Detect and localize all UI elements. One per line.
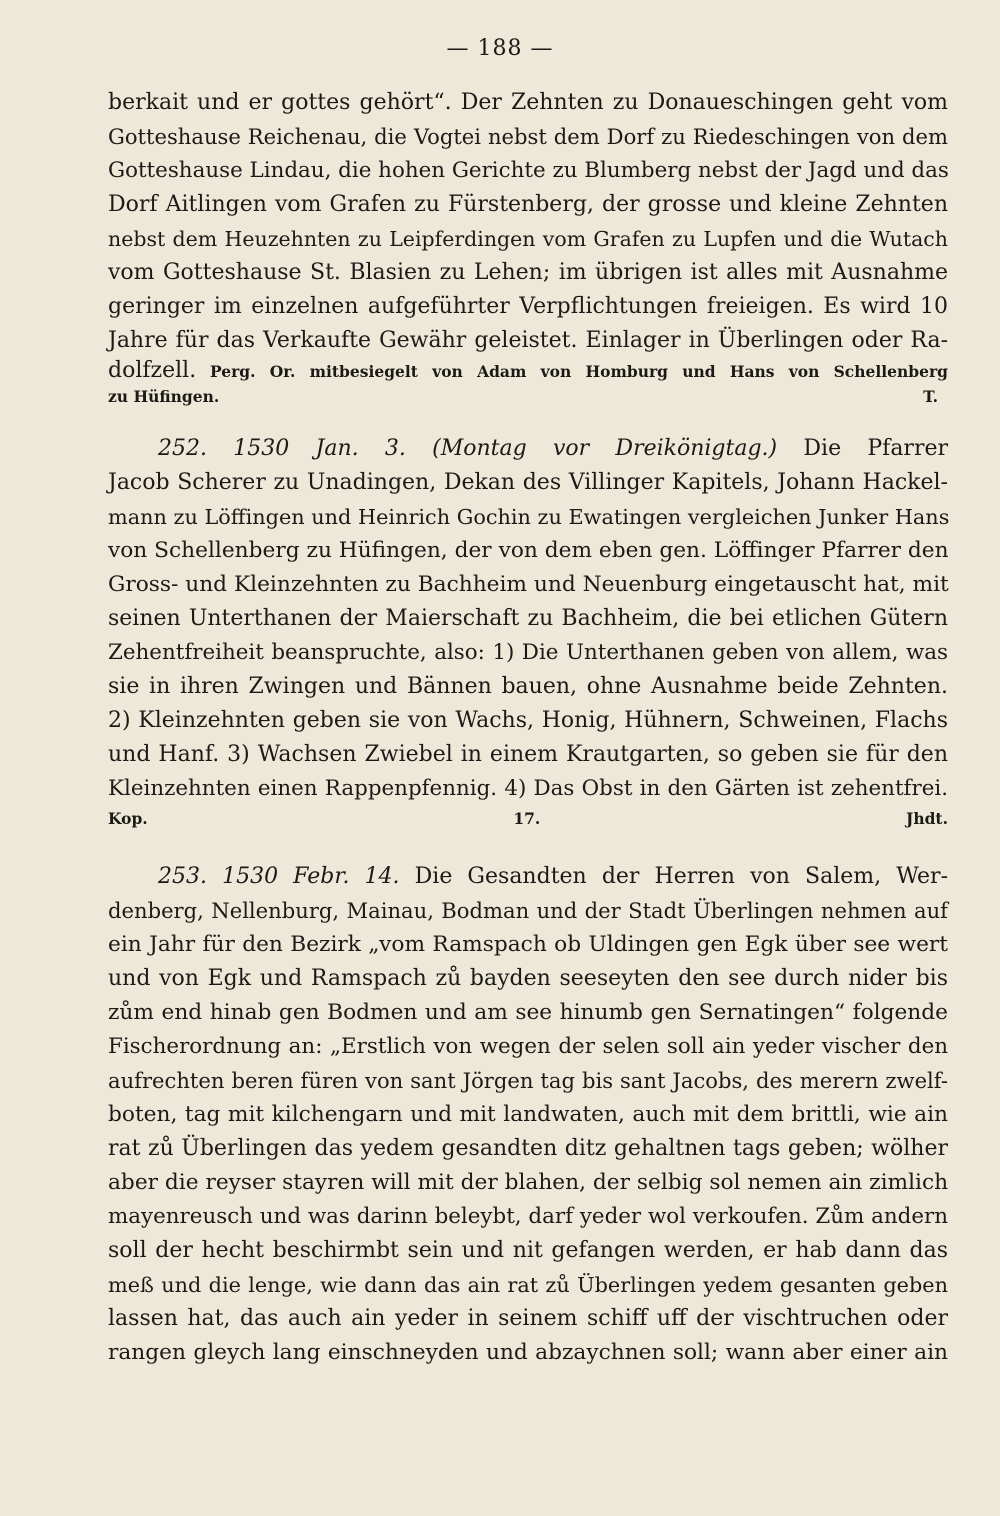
entry-heading: 253. 1530 Febr. 14. xyxy=(158,864,400,889)
page-number: — 188 — xyxy=(446,36,554,61)
text-line: geringer im einzelnen aufgeführter Verpflichtungen freieigen. Es wird 10 xyxy=(108,294,948,319)
text-line: aufrechten beren füren von sant Jörgen tag bis sant Jacobs, des merern zwelf- xyxy=(108,1068,948,1093)
source-line xyxy=(108,358,948,384)
text-line: Kleinzehnten einen Rappenpfennig. 4) Das Obst in den Gärten ist zehentfrei. xyxy=(108,776,948,801)
text-line: mann zu Löffingen und Heinrich Gochin zu Ewatingen vergleichen Junker Hans xyxy=(108,505,950,529)
text-line: soll der hecht beschirmbt sein und nit gefangen werden, er hab dann das xyxy=(108,1238,948,1263)
source-note: Kop. 17. Jhdt. xyxy=(108,809,948,828)
text-line: ein Jahr für den Bezirk „vom Ramspach ob Uldingen gen Egk über see wert xyxy=(108,932,948,957)
entry-253 xyxy=(108,860,948,1370)
text-line: vom Gotteshause St. Blasien zu Lehen; im übrigen ist alles mit Ausnahme xyxy=(108,260,948,285)
text-fragment: Die Pfarrer xyxy=(803,436,948,461)
editor-initials: T. xyxy=(923,387,938,406)
text-line: denberg, Nellenburg, Mainau, Bodman und der Stadt Überlingen nehmen auf xyxy=(108,898,948,923)
text-line: und Hanf. 3) Wachsen Zwiebel in einem Krautgarten, so geben sie für den xyxy=(108,742,948,767)
text-line: Zehentfreiheit beanspruchte, also: 1) Die Unterthanen geben von allem, was xyxy=(108,640,948,665)
page-content xyxy=(108,86,948,1370)
text-line: Gross- und Kleinzehnten zu Bachheim und Neuenburg eingetauscht hat, mit xyxy=(108,572,949,597)
spacer xyxy=(108,832,948,860)
text-line: Gotteshause Reichenau, die Vogtei nebst dem Dorf zu Riedeschingen von dem xyxy=(108,124,948,149)
source-note: zu Hüfingen. xyxy=(108,387,220,406)
entry-first-line xyxy=(108,432,948,466)
text-line: lassen hat, das auch ain yeder in seinem schiff uff der vischtruchen oder xyxy=(108,1306,948,1331)
text-line: Dorf Aitlingen vom Grafen zu Fürstenberg, der grosse und kleine Zehnten xyxy=(108,192,948,217)
text-line: Jacob Scherer zu Unadingen, Dekan des Villinger Kapitels, Johann Hackel- xyxy=(108,470,948,495)
entry-252 xyxy=(108,432,948,832)
entry-251-tail xyxy=(108,86,948,410)
text-fragment: dolfzell. xyxy=(108,358,197,383)
text-line: meß und die lenge, wie dann das ain rat zů Überlingen yedem gesanten geben xyxy=(108,1273,948,1297)
text-line: aber die reyser stayren will mit der blahen, der selbig sol nemen ain zimlich xyxy=(108,1170,949,1195)
text-line: Jahre für das Verkaufte Gewähr geleistet. Einlager in Überlingen oder Ra- xyxy=(108,328,948,353)
text-line: 2) Kleinzehnten geben sie von Wachs, Honig, Hühnern, Schweinen, Flachs xyxy=(108,708,948,733)
text-line: rangen gleych lang einschneyden und abzaychnen soll; wann aber einer ain xyxy=(108,1340,948,1365)
text-line: mayenreusch und was darinn beleybt, darf yeder wol verkoufen. Zům andern xyxy=(108,1204,948,1229)
source-note: Perg. Or. mitbesiegelt von Adam von Homburg und Hans von Schellenberg xyxy=(209,362,948,381)
source-note-row xyxy=(108,384,948,410)
text-line: von Schellenberg zu Hüfingen, der von dem eben gen. Löffinger Pfarrer den xyxy=(108,538,949,563)
text-line: boten, tag mit kilchengarn und mit landwaten, auch mit dem brittli, wie ain xyxy=(108,1102,948,1127)
text-fragment: Die Gesandten der Herren von Salem, Wer- xyxy=(414,864,948,889)
text-line: Gotteshause Lindau, die hohen Gerichte zu Blumberg nebst der Jagd und das xyxy=(108,158,949,183)
text-line: sie in ihren Zwingen und Bännen bauen, ohne Ausnahme beide Zehnten. xyxy=(108,674,948,699)
text-line: seinen Unterthanen der Maierschaft zu Bachheim, die bei etlichen Gütern xyxy=(108,606,948,631)
text-line: rat zů Überlingen das yedem gesandten ditz gehaltnen tags geben; wölher xyxy=(108,1136,948,1161)
entry-heading: 252. 1530 Jan. 3. (Montag vor Dreikönigtag.) xyxy=(158,436,778,461)
text-line: zům end hinab gen Bodmen und am see hinumb gen Sernatingen“ folgende xyxy=(108,1000,948,1025)
text-line: berkait und er gottes gehört“. Der Zehnten zu Donaueschingen geht vom xyxy=(108,90,948,115)
spacer xyxy=(108,410,948,432)
text-line: und von Egk und Ramspach zů bayden seeseyten den see durch nider bis xyxy=(108,966,948,991)
text-line: nebst dem Heuzehnten zu Leipferdingen vom Grafen zu Lupfen und die Wutach xyxy=(108,227,948,251)
entry-first-line xyxy=(108,860,948,894)
text-line: Fischerordnung an: „Erstlich von wegen der selen soll ain yeder vischer den xyxy=(108,1034,948,1059)
